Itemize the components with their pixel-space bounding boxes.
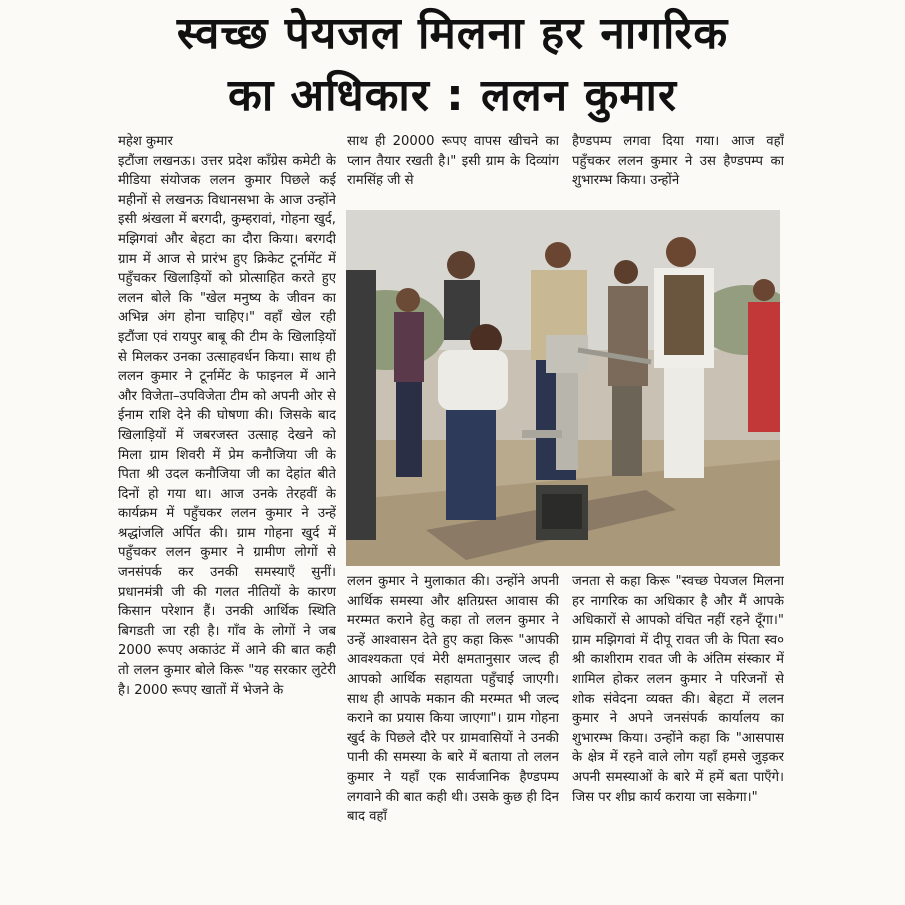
article-column-1	[118, 132, 336, 902]
article-column-3-top	[572, 132, 784, 196]
article-column-2-top	[347, 132, 559, 196]
handpump-photo	[346, 210, 780, 566]
column-2-top-text: साथ ही 20000 रूपए वापस खीचने का प्लान तैयार रखती है।" इसी ग्राम के दिव्यांग रामसिंह जी से	[347, 134, 559, 189]
column-2-bottom-text: ललन कुमार ने मुलाकात की। उन्होंने अपनी आर्थिक समस्या और क्षतिग्रस्त आवास की मरम्मत कराने हेतु कहा तो ललन कुमार ने उन्हें आश्वासन देते हुए कहा किरू "आपकी आवश्यकता एवं मेरी क्षमतानुसार जल्द ही आपको आर्थिक सहायता पहुँचाई जाएगी। साथ ही आपके मकान की मरम्मत भी जल्द कराने का प्रयास किया जाएगा"। ग्राम गोहना खुर्द के पिछले दौरे पर ग्रामवासियों ने उनकी पानी की समस्या के बारे में बताया तो ललन कुमार ने यहाँ एक सार्वजानिक हैण्डपम्प लगवाने की बात कही थी। उसके कुछ ही दिन बाद वहाँ	[347, 574, 559, 825]
article-column-3-bottom	[572, 572, 784, 902]
column-1-text: इटौंजा लखनऊ। उत्तर प्रदेश कॉंग्रेस कमेटी के मीडिया संयोजक ललन कुमार पिछले कई महीनों से लखनऊ विधानसभा के आज उन्होंने इसी श्रंखला में बरगदी, कुम्हरावां, गोहना खुर्द, मझिगवां और बेहटा का दौरा किया। बरगदी ग्राम में आज से प्रारंभ हुए क्रिकेट टूर्नामेंट में पहुँचकर खिलाड़ियों को प्रोत्साहित करते हुए ललन बोले कि "खेल मनुष्य के जीवन का अभिन्न अंग होना चाहिए।" वहाँ खेल रही इटौंजा एवं रायपुर बाबू की टीम के खिलाड़ियों से मिलकर उनका उत्साहवर्धन किया। साथ ही ललन कुमार ने टूर्नामेंट के फाइनल में आने और विजेता–उपविजेता टीम को अपनी ओर से ईनाम राशि देने की घोषणा की। जिसके बाद खिलाड़ियों में जबरजस्त उत्साह देखने को मिला ग्राम शिवरी में प्रेम कनौजिया जी के पिता श्री उदल कनौजिया जी का देहांत बीते दिनों हो गया था। आज उनके तेरहवीं के कार्यक्रम में पहुँचकर ललन कुमार ने उन्हें श्रद्धांजलि अर्पित की। ग्राम गोहना खुर्द में पहुँचकर ललन कुमार ने ग्रामीण लोगों से जनसंपर्क कर उनकी समस्याएँ सुनीं। प्रधानमंत्री जी की गलत नीतियों के कारण किसान परेशान हैं। उनकी आर्थिक स्थिति बिगडती जा रही है। गाँव के लोगों ने जब 2000 रूपए अकाउंट में आने की बात कही तो ललन कुमार बोले किरू "यह सरकार लुटेरी है। 2000 रूपए खातों में भेजने के	[118, 153, 336, 698]
headline-line-1: स्वच्छ पेयजल मिलना हर नागरिक	[176, 8, 729, 59]
handpump-photo-icon	[346, 210, 780, 566]
column-3-top-text: हैण्डपम्प लगवा दिया गया। आज वहाँ पहुँचकर ललन कुमार ने उस हैण्डपम्प का शुभारम्भ किया। उन्होंने	[572, 134, 784, 189]
article-column-2-bottom	[347, 572, 559, 902]
headline-line-2: का अधिकार : ललन कुमार	[228, 70, 677, 121]
byline: महेश कुमार	[118, 134, 173, 149]
column-3-bottom-text: जनता से कहा किरू "स्वच्छ पेयजल मिलना हर नागरिक का अधिकार है और मैं आपके अधिकारों से आपको वंचित नहीं रहने दूँगा।" ग्राम मझिगवां में दीपू रावत जी के पिता स्व० श्री काशीराम रावत जी के अंतिम संस्कार में शामिल होकर ललन कुमार ने परिजनों से शोक संवेदना व्यक्त की। बेहटा में ललन कुमार ने अपने जनसंपर्क कार्यालय का शुभारम्भ किया। उन्होंने कहा कि "आसपास के क्षेत्र में रहने वाले लोग यहाँ हमसे जुड़कर अपनी समस्याओं के बारे में हमें बता पाएँगे। जिस पर शीघ्र कार्य कराया जा सकेगा।"	[572, 574, 784, 805]
